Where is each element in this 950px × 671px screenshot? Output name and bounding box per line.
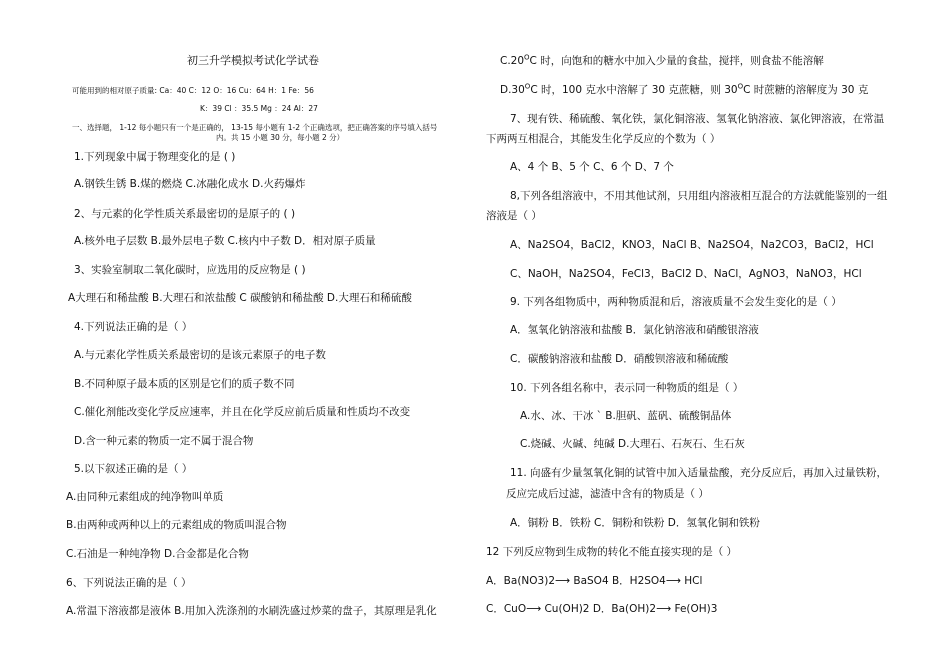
question-9-options-ab: A．氢氧化钠溶液和盐酸 B．氯化钠溶液和硝酸银溶液	[510, 324, 759, 336]
question-8-line1: 8,下列各组溶液中，不用其他试剂，只用组内溶液相互混合的方法就能鉴别的一组	[510, 190, 888, 202]
question-4-option-c: C.催化剂能改变化学反应速率，并且在化学反应前后质量和性质均不改变	[74, 406, 411, 418]
section-instructions-line2: 内。共 15 小题 30 分，每小题 2 分）	[216, 133, 345, 142]
degree-mark: O	[524, 53, 530, 62]
atomic-masses-row1: 可能用到的相对原子质量: Ca：40 C：12 O：16 Cu：64 H：1 Fe：56	[72, 86, 314, 95]
section-instructions-line1: 一、选择题， 1-12 每小题只有一个是正确的， 13-15 每小题有 1-2 个正确选项，把正确答案的序号填入括号	[72, 123, 438, 132]
question-8-options-ab: A、Na2SO4，BaCl2，KNO3，NaCl B、Na2SO4，Na2CO3，BaCl2，HCl	[510, 239, 874, 251]
question-11-options: A．铜粉 B．铁粉 C．铜粉和铁粉 D．氢氧化铜和铁粉	[510, 517, 760, 529]
question-12-options-ab: A．Ba(NO3)2⟶ BaSO4 B．H2SO4⟶ HCl	[486, 575, 703, 587]
question-5-options-cd: C.石油是一种纯净物 D.合金都是化合物	[66, 548, 249, 560]
question-7-options: A、4 个 B、5 个 C、6 个 D、7 个	[510, 161, 674, 173]
question-12: 12 下列反应物到生成物的转化不能直接实现的是（ ）	[486, 546, 738, 558]
question-6-options-ab: A.常温下溶液都是液体 B.用加入洗涤剂的水刷洗盛过炒菜的盘子，其原理是乳化	[66, 605, 437, 617]
question-9: 9. 下列各组物质中，两种物质混和后，溶液质量不会发生变化的是（ ）	[510, 296, 842, 308]
question-7-line1: 7、现有铁、稀硫酸、氧化铁，氯化铜溶液、氢氧化钠溶液、氯化钾溶液，在常温	[510, 113, 885, 125]
question-4-option-b: B.不同种原子最本质的区别是它们的质子数不同	[74, 378, 295, 390]
degree-mark: O	[737, 82, 744, 91]
question-11-line2: 反应完成后过滤，滤渣中含有的物质是（ ）	[506, 488, 709, 500]
question-1-options: A.钢铁生锈 B.煤的燃烧 C.冰融化成水 D.火药爆炸	[74, 178, 306, 190]
question-5-option-b: B.由两种或两种以上的元素组成的物质叫混合物	[66, 519, 287, 531]
question-4: 4.下列说法正确的是（ ）	[74, 321, 193, 333]
question-10-options-ab: A.水、冰、干冰 ` B.胆矾、蓝矾、硫酸铜晶体	[520, 410, 732, 422]
question-6-option-c: $C.20^OC$ 时，向饱和的糖水中加入少量的食盐，搅拌，则食盐不能溶解	[500, 53, 824, 67]
question-8-line2: 溶液是（ ）	[486, 210, 542, 222]
question-9-options-cd: C．碳酸钠溶液和盐酸 D．硝酸钡溶液和稀硫酸	[510, 353, 729, 365]
question-6: 6、下列说法正确的是（ ）	[66, 577, 192, 589]
question-4-option-a: A.与元素化学性质关系最密切的是该元素原子的电子数	[74, 349, 326, 361]
question-5: 5.以下叙述正确的是（ ）	[74, 463, 193, 475]
question-11-line1: 11. 向盛有少量氢氧化铜的试管中加入适量盐酸，充分反应后，再加入过量铁粉，	[510, 467, 888, 479]
degree-mark: O	[524, 82, 531, 91]
question-3: 3、实验室制取二氧化碳时，应选用的反应物是 ( )	[74, 264, 306, 276]
question-12-options-cd: C．CuO⟶ Cu(OH)2 D．Ba(OH)2⟶ Fe(OH)3	[486, 603, 718, 615]
question-10: 10. 下列各组名称中，表示同一种物质的组是（ ）	[510, 382, 744, 394]
question-8-options-cd: C、NaOH，Na2SO4，FeCl3，BaCl2 D、NaCl，AgNO3，NaNO3，HCl	[510, 268, 862, 280]
question-2-options: A.核外电子层数 B.最外层电子数 C.核内中子数 D．相对原子质量	[74, 235, 376, 247]
question-10-options-cd: C.烧碱、火碱、纯碱 D.大理石、石灰石、生石灰	[520, 438, 745, 450]
question-2: 2、与元素的化学性质关系最密切的是原子的 ( )	[74, 208, 296, 220]
question-4-option-d: D.含一种元素的物质一定不属于混合物	[74, 435, 254, 447]
question-3-options: A大理石和稀盐酸 B.大理石和浓盐酸 C 碳酸钠和稀盐酸 D.大理石和稀硫酸	[68, 292, 412, 304]
question-1: 1.下列现象中属于物理变化的是 ( )	[74, 151, 236, 163]
question-6-option-d: $D.30^OC$ 时，100 克水中溶解了 30 克蔗糖，则 $30^OC$ 时蔗糖的溶解度为 30 克	[500, 82, 869, 96]
question-5-option-a: A.由同种元素组成的纯净物叫单质	[66, 491, 224, 503]
page-title: 初三升学模拟考试化学试卷	[187, 54, 319, 67]
atomic-masses-row2: K：39 Cl ：35.5 Mg ：24 Al：27	[200, 104, 318, 113]
question-7-line2: 下两两互相混合，其能发生化学反应的个数为（ ）	[486, 133, 721, 145]
